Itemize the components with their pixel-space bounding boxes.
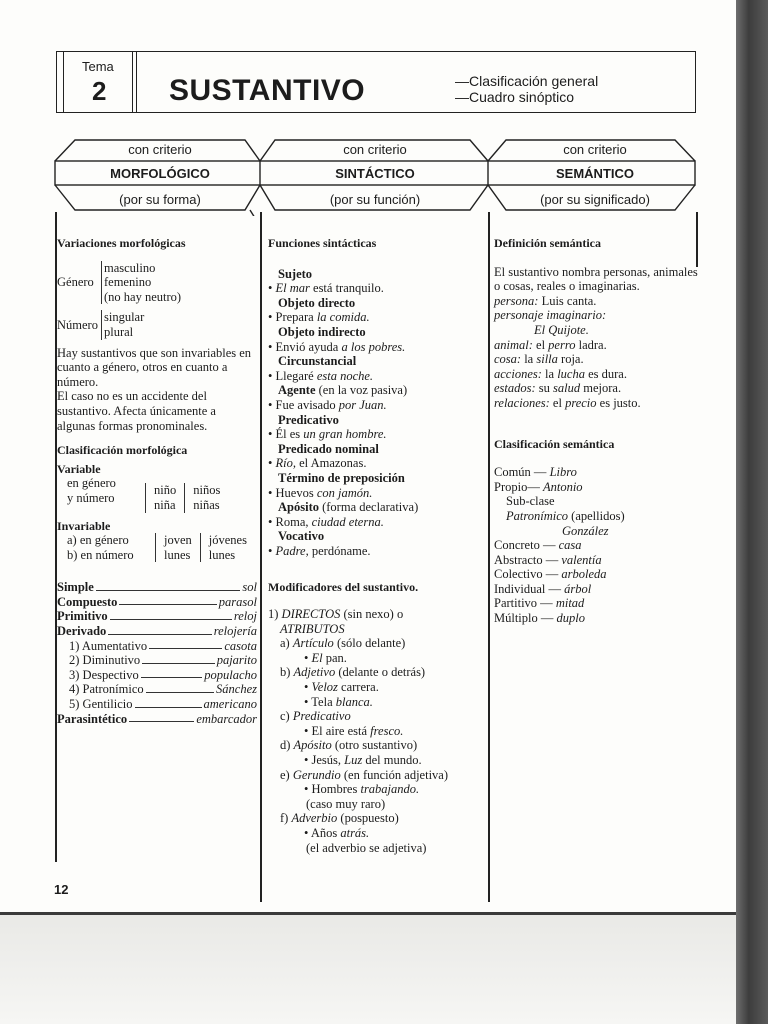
modificador-line: c) Predicativo [280, 709, 351, 724]
criterion-2-bottom: (por su función) [329, 192, 421, 207]
modificador-line: (el adverbio se adjetiva) [306, 840, 427, 855]
example-word: americano [203, 697, 257, 712]
column-rule-mid-2 [488, 212, 490, 902]
clasificacion-item: Individual — árbol [494, 581, 592, 596]
example-word: reloj [233, 609, 257, 624]
morfologica-item-label: 3) Despectivo [69, 667, 139, 682]
variable-heading: Variable [57, 461, 101, 476]
example-word: Sánchez [216, 682, 257, 697]
header-box [56, 51, 696, 113]
funcion-example: • El mar está tranquilo. [268, 281, 486, 296]
example-italic: cosa: [494, 352, 522, 367]
clasificacion-item [494, 524, 699, 539]
example-italic: Predicativo [292, 709, 351, 724]
genero-group [57, 261, 257, 305]
section-clasificacion-semantica-heading: Clasificación semántica [494, 436, 615, 451]
morfologica-item-label: Parasintético [57, 711, 128, 726]
page-title: SUSTANTIVO [169, 74, 366, 107]
subtitle-2: —Cuadro sinóptico [455, 89, 575, 105]
modificador-line: • Jesús, Luz del mundo. [268, 753, 486, 768]
morfologica-item [57, 580, 257, 595]
morfologica-item-label: Derivado [57, 624, 107, 639]
lunes-1: lunes [164, 547, 191, 562]
neutro: (no hay neutro) [104, 289, 182, 304]
modificador-line: e) Gerundio (en función adjetiva) [280, 767, 449, 782]
masculino: masculino [104, 260, 156, 275]
example-italic: Antonio [542, 479, 583, 494]
section-variaciones-heading: Variaciones morfológicas [57, 236, 186, 250]
page-bottom-rule [0, 912, 736, 915]
example-word: pajarito [216, 653, 257, 668]
morfologica-item [57, 639, 257, 654]
example-italic: valentía [561, 552, 602, 567]
example-italic: Artículo [292, 636, 334, 651]
example-italic: precio [565, 395, 597, 410]
example-italic: Adjetivo [293, 665, 336, 680]
modificador-line: b) Adjetivo (delante o detrás) [280, 665, 426, 680]
numero-group [57, 310, 257, 339]
example-italic: salud [553, 381, 581, 396]
example-italic: fresco. [370, 723, 404, 738]
example-italic: Gerundio [292, 767, 341, 782]
example-italic: perro [548, 337, 576, 352]
example-italic: El mar [275, 281, 310, 296]
funciones-list [268, 267, 486, 559]
example-italic: la comida. [316, 310, 370, 325]
invariable-heading: Invariable [57, 518, 111, 533]
morfologica-item [57, 595, 257, 610]
funcion-example: • Él es un gran hombre. [268, 427, 486, 442]
example-italic: DIRECTOS [281, 607, 341, 622]
example-italic: blanca. [335, 694, 373, 709]
column-semantico [494, 236, 699, 626]
funcion-example: • Roma, ciudad eterna. [268, 515, 486, 530]
funcion-example: • Río, el Amazonas. [268, 456, 486, 471]
jovenes: jóvenes [208, 533, 247, 548]
modificador-line: a) Artículo (sólo delante) [280, 636, 406, 651]
example-italic: Patronímico [506, 508, 569, 523]
definicion-example [494, 323, 699, 338]
leader-line [129, 712, 194, 723]
column-rule-mid-1 [260, 212, 262, 902]
definicion-example [494, 308, 699, 323]
definicion-example: acciones: la lucha es dura. [494, 366, 627, 381]
definicion-paragraph: El sustantivo nombra personas, animales o cosas, reales o imaginarias. [494, 264, 698, 294]
invariables-paragraph: Hay sustantivos que son invariables en cuanto a género, otros en cuanto a número. [57, 345, 252, 389]
morfologica-item-label: 1) Aumentativo [69, 638, 148, 653]
morfologica-item [57, 712, 257, 727]
funcion-example: • Prepara la comida. [268, 310, 486, 325]
modificador-line [268, 622, 486, 637]
example-italic: arboleda [561, 567, 607, 582]
morfologica-item [57, 624, 257, 639]
leader-line [149, 639, 222, 650]
invariable-a: a) en género [67, 533, 129, 548]
tema-label: Tema [82, 59, 114, 74]
caso-paragraph: El caso no es un accidente del sustantivo. Afecta únicamente a algunas formas pronominales. [57, 389, 216, 433]
example-italic: casa [558, 538, 582, 553]
example-word: embarcador [196, 711, 257, 726]
subtitle-1: —Clasificación general [455, 73, 599, 89]
example-word: populacho [204, 667, 257, 682]
funcion-heading: Apósito (forma declarativa) [278, 500, 419, 515]
clasificacion-item: Común — Libro [494, 465, 577, 480]
morfologica-item [57, 682, 257, 697]
example-italic: relaciones: [494, 395, 550, 410]
numero-options [101, 310, 144, 339]
example-italic: silla [536, 352, 558, 367]
clasificacion-semantica-list [494, 465, 699, 626]
criterion-2-name: SINTÁCTICO [335, 166, 415, 181]
example-italic: personaje imaginario: [494, 308, 607, 323]
morfologica-item [57, 697, 257, 712]
section-definicion-heading: Definición semántica [494, 236, 601, 250]
invariable-table [57, 533, 257, 562]
example-italic: ciudad eterna. [311, 514, 384, 529]
section-funciones-heading: Funciones sintácticas [268, 236, 377, 250]
leader-line [119, 595, 216, 606]
morfologica-item-label: 5) Gentilicio [69, 697, 133, 712]
morfologica-item [57, 653, 257, 668]
example-italic: El [311, 650, 323, 665]
example-word: parasol [218, 594, 257, 609]
criterion-3-name: SEMÁNTICO [556, 166, 634, 181]
y-numero: y número [67, 490, 115, 505]
ninos: niños [193, 483, 221, 498]
example-word: sol [242, 580, 257, 595]
page-number: 12 [54, 882, 69, 897]
variable-table [57, 476, 257, 512]
example-italic: Veloz [311, 680, 338, 695]
morfologica-item-label: 4) Patronímico [69, 682, 144, 697]
header-subtitles [455, 73, 598, 105]
clasificacion-item: Partitivo — mitad [494, 596, 585, 611]
modificador-line: f) Adverbio (pospuesto) [280, 811, 399, 826]
clasificacion-item: Abstracto — valentía [494, 552, 602, 567]
funcion-heading: Predicativo [278, 412, 339, 427]
leader-line [135, 697, 202, 708]
example-italic: Luz [344, 753, 363, 767]
example-italic: González [562, 523, 609, 538]
clasificacion-item: Sub-clase [506, 494, 555, 509]
funcion-heading: Circunstancial [278, 354, 357, 369]
example-italic: árbol [564, 581, 592, 596]
criterion-3-top: con criterio [563, 142, 627, 157]
joven: joven [164, 533, 192, 548]
example-italic: Apósito [293, 738, 332, 753]
criterion-1-name: MORFOLÓGICO [110, 166, 210, 181]
morfologica-item-label: Compuesto [57, 594, 118, 609]
femenino: femenino [104, 275, 152, 290]
funcion-example: • Fue avisado por Juan. [268, 398, 486, 413]
example-word: casota [224, 638, 257, 653]
clasificacion-item: Concreto — casa [494, 538, 582, 553]
definicion-example: persona: Luis canta. [494, 293, 597, 308]
section-clasificacion-morfologica-heading: Clasificación morfológica [57, 443, 188, 458]
leader-line [141, 668, 202, 679]
definicion-example: estados: su salud mejora. [494, 381, 622, 396]
example-italic: Adverbio [291, 811, 338, 826]
morfologica-list [57, 580, 257, 726]
funcion-heading: Objeto indirecto [278, 324, 366, 339]
nina: niña [154, 497, 176, 512]
example-italic: Padre, [275, 543, 309, 558]
criterion-1-bottom: (por su forma) [119, 192, 201, 207]
example-word: relojería [213, 624, 257, 639]
modificador-line: • El aire está fresco. [268, 724, 486, 739]
clasificacion-item: Propio— Antonio [494, 479, 583, 494]
tema-box [63, 52, 137, 112]
modificador-line: d) Apósito (otro sustantivo) [280, 738, 418, 753]
example-italic: acciones: [494, 366, 542, 381]
tema-number: 2 [92, 76, 107, 106]
page-bottom-shadow [0, 914, 736, 1024]
modificador-line: • Veloz carrera. [268, 680, 486, 695]
clasificacion-item: Múltiplo — duplo [494, 611, 585, 626]
criterion-1-top: con criterio [128, 142, 192, 157]
funcion-heading: Predicado nominal [278, 441, 379, 456]
leader-line [110, 609, 232, 620]
modificador-line: 1) DIRECTOS (sin nexo) o [268, 607, 404, 622]
definicion-example: relaciones: el precio es justo. [494, 395, 641, 410]
genero-label: Género [57, 275, 94, 290]
section-modificadores-heading: Modificadores del sustantivo. [268, 580, 419, 595]
nino: niño [154, 483, 177, 498]
example-italic: duplo [556, 611, 585, 626]
example-italic: Río, [275, 456, 296, 471]
criterion-2-top: con criterio [343, 142, 407, 157]
example-italic: animal: [494, 337, 533, 352]
morfologica-item-label: Simple [57, 580, 94, 595]
modificadores-list [268, 607, 486, 855]
funcion-example: • Padre, perdóname. [268, 544, 486, 559]
funcion-heading: Vocativo [278, 529, 325, 544]
clasificacion-item: Colectivo — arboleda [494, 567, 607, 582]
plural: plural [104, 324, 134, 339]
example-italic: un gran hombre. [303, 427, 387, 442]
column-morfologico [57, 236, 257, 726]
funcion-note: (forma declarativa) [318, 500, 419, 515]
funcion-example: • Llegaré esta noche. [268, 369, 486, 384]
morfologica-item [57, 609, 257, 624]
modificador-line: • Hombres trabajando. [268, 782, 486, 797]
example-italic: Libro [549, 465, 577, 480]
definicion-example: animal: el perro ladra. [494, 337, 607, 352]
leader-line [146, 682, 214, 693]
numero-label: Número [57, 317, 98, 332]
example-italic: mitad [555, 596, 585, 611]
example-italic: El Quijote. [534, 322, 589, 337]
criterion-3-bottom: (por su significado) [540, 192, 650, 207]
funcion-note: (en la voz pasiva) [315, 383, 408, 398]
funcion-heading: Sujeto [278, 266, 313, 281]
ninas: niñas [193, 497, 220, 512]
example-italic: con jamón. [316, 485, 373, 500]
invariable-b: b) en número [67, 547, 134, 562]
morfologica-item-label: Primitivo [57, 609, 108, 624]
modificador-line: • Tela blanca. [268, 695, 486, 710]
example-italic: a los pobres. [341, 339, 406, 354]
funcion-example: • Huevos con jamón. [268, 486, 486, 501]
leader-line [96, 580, 241, 591]
column-sintactico [268, 236, 486, 855]
genero-options [101, 261, 181, 305]
example-italic: trabajando. [360, 782, 420, 797]
morfologica-item-label: 2) Diminutivo [69, 653, 141, 668]
example-italic: esta noche. [316, 368, 374, 383]
definicion-examples [494, 294, 699, 411]
leader-line [108, 624, 211, 635]
funcion-heading: Objeto directo [278, 295, 356, 310]
en-genero: en género [67, 476, 116, 491]
leader-line [142, 653, 215, 664]
example-italic: ATRIBUTOS [280, 621, 345, 636]
lunes-2: lunes [208, 547, 236, 562]
funcion-heading: Término de preposición [278, 470, 405, 485]
singular: singular [104, 310, 145, 325]
funcion-heading: Agente (en la voz pasiva) [278, 383, 408, 398]
modificador-line: (caso muy raro) [306, 796, 386, 811]
clasificacion-item: Patronímico (apellidos) [506, 508, 625, 523]
example-italic: atrás. [340, 825, 370, 840]
definicion-example: cosa: la silla roja. [494, 352, 584, 367]
example-italic: persona: [494, 293, 539, 308]
modificador-line: • Años atrás. [268, 826, 486, 841]
example-italic: por Juan. [338, 397, 387, 412]
example-italic: lucha [557, 366, 585, 381]
funcion-example: • Envió ayuda a los pobres. [268, 340, 486, 355]
modificador-line: • El pan. [268, 651, 486, 666]
book-spine-edge [736, 0, 768, 1024]
example-italic: estados: [494, 381, 536, 396]
morfologica-item [57, 668, 257, 683]
